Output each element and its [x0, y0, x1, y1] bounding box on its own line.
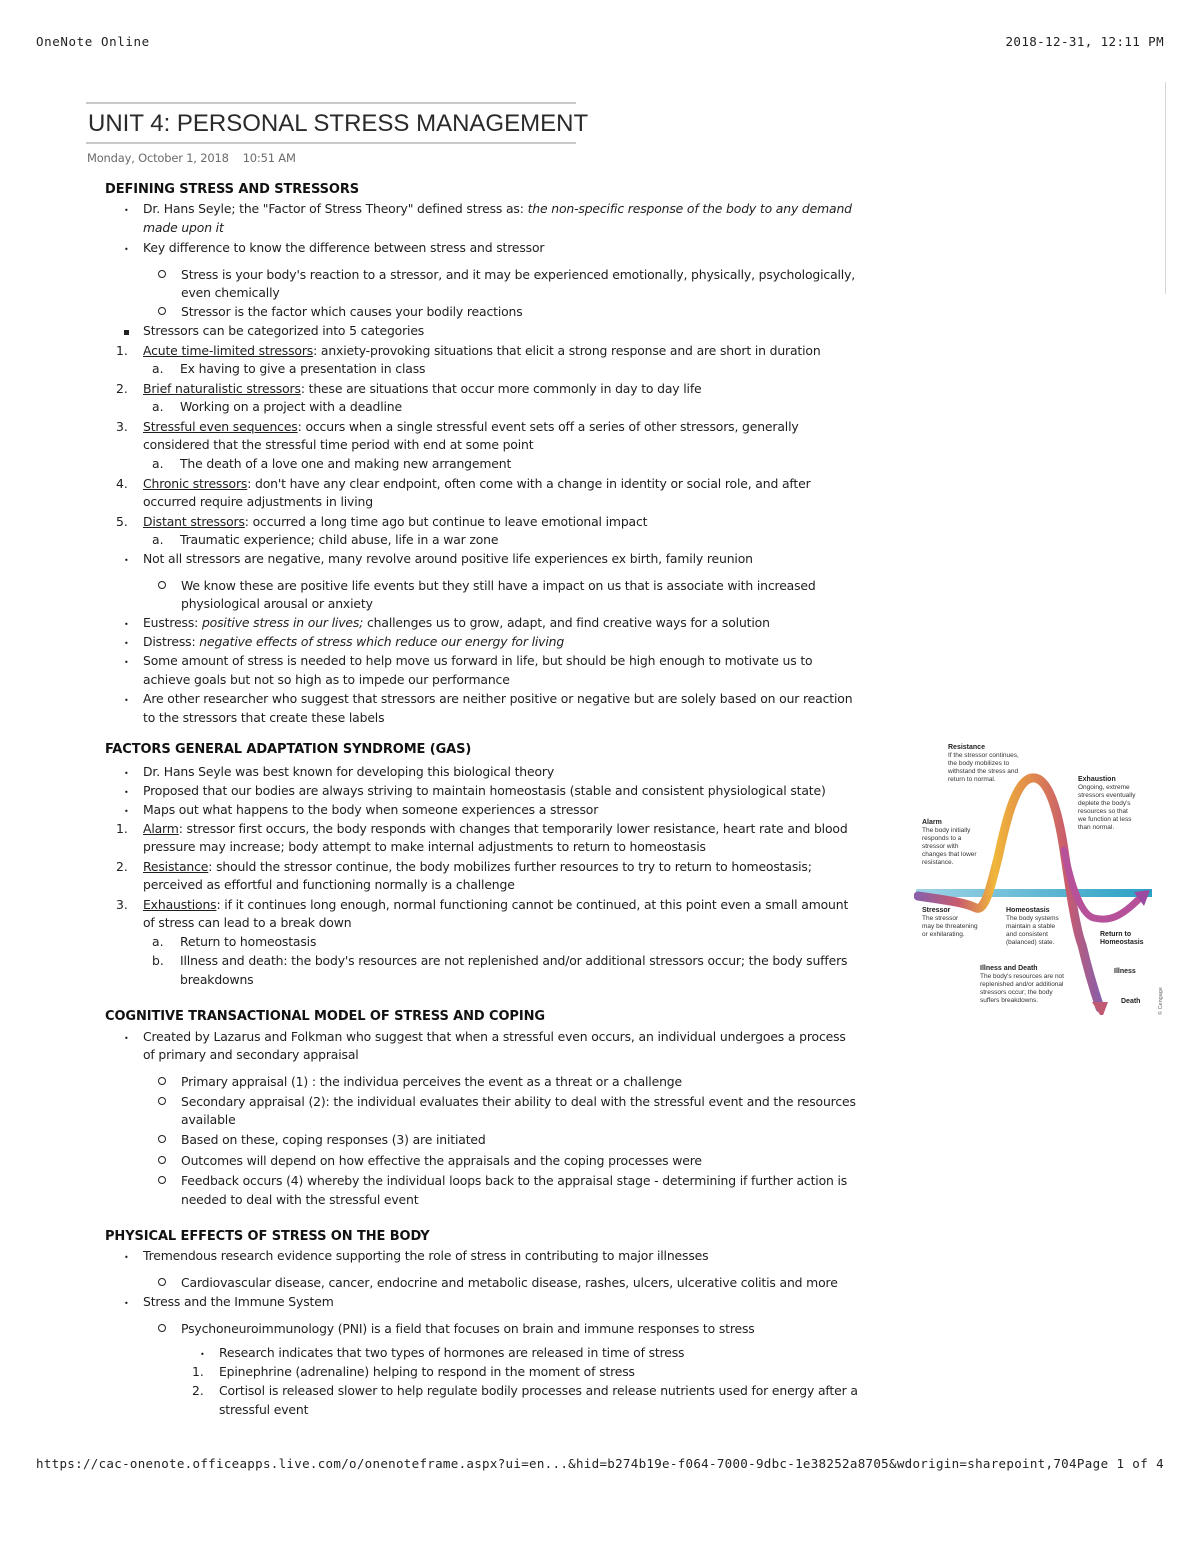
bullet-icon: • [124, 769, 129, 778]
list-item: Cortisol is released slower to help regulate bodily processes and release nutrients used for energy after a [219, 1383, 858, 1398]
list-item-cont: to the stressors that create these labels [143, 710, 385, 725]
list-item: Created by Lazarus and Folkman who suggest that when a stressful even occurs, an individual undergoes a process [143, 1029, 846, 1044]
list-letter: a. [152, 399, 164, 414]
list-number: 2. [192, 1383, 204, 1398]
list-item: Some amount of stress is needed to help move us forward in life, but should be high enough to motivate us to [143, 653, 813, 668]
text-homeostasis-1: The body systems [1006, 915, 1059, 922]
list-number: 2. [116, 859, 128, 874]
list-number: 4. [116, 476, 128, 491]
circle-bullet-icon [158, 302, 166, 320]
page-title: UNIT 4: PERSONAL STRESS MANAGEMENT [88, 110, 589, 137]
text-homeostasis-4: (balanced) state. [1006, 939, 1055, 946]
list-item-cont: available [181, 1112, 236, 1127]
list-item: Are other researcher who suggest that stressors are neither positive or negative but are solely based on our reaction [143, 691, 853, 706]
label-illness: Illness [1114, 968, 1136, 975]
circle-bullet-icon [158, 1072, 166, 1090]
list-item: Epinephrine (adrenaline) helping to respond in the moment of stress [219, 1364, 635, 1379]
footer-url[interactable]: https://cac-onenote.officeapps.live.com/o/onenoteframe.aspx?ui=en...&hid=b274b19e-f064-7000-9dbc-1e38252a8705&wdorigin=sharepoint,704 [36, 1456, 1077, 1471]
list-item: Chronic stressors: don't have any clear endpoint, often come with a change in identity or social role, and after [143, 476, 811, 491]
page-dateline [87, 151, 296, 165]
text-exhaustion-5: we function at less [1078, 816, 1132, 823]
list-item: Based on these, coping responses (3) are initiated [181, 1132, 486, 1147]
circle-bullet-icon [158, 576, 166, 594]
bullet-icon: • [124, 1034, 129, 1043]
section-heading: DEFINING STRESS AND STRESSORS [105, 182, 360, 197]
list-item: Acute time-limited stressors: anxiety-provoking situations that elicit a strong response and are short in duration [143, 343, 821, 358]
page-title-box [86, 102, 589, 144]
list-item-cont: needed to deal with the stressful event [181, 1192, 419, 1207]
label-homeostasis: Homeostasis [1006, 907, 1050, 914]
list-item: Stressful even sequences: occurs when a single stressful event sets off a series of other stressors, generally [143, 419, 799, 434]
bullet-icon: • [124, 639, 129, 648]
label-death: Death [1121, 998, 1141, 1005]
list-item: Outcomes will depend on how effective the appraisals and the coping processes were [181, 1153, 702, 1168]
square-bullet-icon [124, 322, 129, 340]
text-illness-death-2: replenished and/or additional [980, 981, 1064, 988]
page-time: 10:51 AM [242, 151, 296, 165]
list-number: 5. [116, 514, 128, 529]
list-item-cont: breakdowns [180, 972, 254, 987]
text-alarm-4: changes that lower [922, 851, 977, 858]
circle-bullet-icon [158, 1092, 166, 1110]
text-resistance-3: withstand the stress and [948, 768, 1019, 775]
list-item: Alarm: stressor first occurs, the body responds with changes that temporarily lower resistance, heart rate and blood [143, 821, 848, 836]
label-resistance: Resistance [948, 744, 985, 751]
label-stressor: Stressor [922, 907, 951, 914]
list-letter: a. [152, 456, 164, 471]
section-heading: PHYSICAL EFFECTS OF STRESS ON THE BODY [105, 1229, 430, 1244]
section-heading: COGNITIVE TRANSACTIONAL MODEL OF STRESS AND COPING [105, 1009, 545, 1024]
list-item: Traumatic experience; child abuse, life in a war zone [180, 532, 499, 547]
footer-page-number: Page 1 of 4 [1076, 1456, 1164, 1471]
bullet-icon: • [124, 696, 129, 705]
list-item: Not all stressors are negative, many revolve around positive life experiences ex birth, family reunion [143, 551, 753, 566]
list-item-cont: occurred require adjustments in living [143, 494, 373, 509]
label-return-2: Homeostasis [1100, 939, 1144, 946]
list-item-cont: of primary and secondary appraisal [143, 1047, 359, 1062]
list-number: 1. [116, 343, 128, 358]
list-number: 2. [116, 381, 128, 396]
text-resistance-4: return to normal. [948, 776, 996, 783]
list-item: Proposed that our bodies are always striving to maintain homeostasis (stable and consistent physiological state) [143, 783, 826, 798]
list-item-cont: of stress can lead to a break down [143, 915, 352, 930]
text-alarm-2: responds to a [922, 835, 962, 842]
list-item: Cardiovascular disease, cancer, endocrine and metabolic disease, rashes, ulcers, ulcerative colitis and more [181, 1275, 838, 1290]
list-item: Research indicates that two types of hormones are released in time of stress [219, 1345, 685, 1360]
list-item-cont: considered that the stressful time period with end at some point [143, 437, 534, 452]
list-item-cont: made upon it [143, 220, 224, 235]
list-item: Psychoneuroimmunology (PNI) is a field that focuses on brain and immune responses to stress [181, 1321, 755, 1336]
list-item: Maps out what happens to the body when someone experiences a stressor [143, 802, 599, 817]
label-alarm: Alarm [922, 819, 942, 826]
text-homeostasis-2: maintain a stable [1006, 923, 1056, 930]
circle-bullet-icon [158, 265, 166, 283]
text-stressor-1: The stressor [922, 915, 959, 922]
list-item: Return to homeostasis [180, 934, 317, 949]
list-item: Dr. Hans Seyle; the "Factor of Stress Theory" defined stress as: the non-specific response of the body to any demand [143, 201, 852, 216]
list-item: Resistance: should the stressor continue, the body mobilizes further resources to try to return to homeostasis; [143, 859, 812, 874]
list-number: 3. [116, 897, 128, 912]
text-stressor-2: may be threatening [922, 923, 978, 930]
label-exhaustion: Exhaustion [1078, 776, 1116, 783]
list-item: Distant stressors: occurred a long time ago but continue to leave emotional impact [143, 514, 648, 529]
text-illness-death-3: stressors occur; the body [980, 989, 1053, 996]
copyright-text: © Cengage [1158, 987, 1164, 1015]
list-number: 1. [192, 1364, 204, 1379]
text-illness-death-1: The body's resources are not [980, 973, 1064, 980]
app-name: OneNote Online [36, 34, 150, 49]
gas-diagram [914, 740, 1166, 1015]
text-exhaustion-1: Ongoing, extreme [1078, 784, 1130, 791]
list-item: Ex having to give a presentation in class [180, 361, 426, 376]
text-resistance-2: the body mobilizes to [948, 760, 1010, 767]
list-item: Brief naturalistic stressors: these are situations that occur more commonly in day to day life [143, 381, 702, 396]
list-number: 3. [116, 419, 128, 434]
circle-bullet-icon [158, 1273, 166, 1291]
list-letter: a. [152, 361, 164, 376]
circle-bullet-icon [158, 1319, 166, 1337]
list-item: Feedback occurs (4) whereby the individual loops back to the appraisal stage - determining if further action is [181, 1173, 848, 1188]
list-item: The death of a love one and making new arrangement [180, 456, 512, 471]
list-item-cont: achieve goals but not so high as to impede our performance [143, 672, 510, 687]
text-alarm-1: The body initially [922, 827, 971, 834]
circle-bullet-icon [158, 1151, 166, 1169]
bullet-icon: • [124, 620, 129, 629]
list-item: We know these are positive life events but they still have a impact on us that is associate with increased [181, 578, 816, 593]
list-item-cont: physiological arousal or anxiety [181, 596, 373, 611]
bullet-icon: • [200, 1350, 205, 1359]
list-item-cont: pressure may increase; body attempt to make internal adjustments to return to homeostasis [143, 839, 706, 854]
list-item: Distress: negative effects of stress which reduce our energy for living [143, 634, 565, 649]
list-item-cont: perceived as effortful and functioning normally is a challenge [143, 877, 515, 892]
bullet-icon: • [124, 1299, 129, 1308]
list-item-cont: even chemically [181, 285, 280, 300]
text-alarm-3: stressor with [922, 843, 959, 850]
list-item: Working on a project with a deadline [180, 399, 402, 414]
list-item: Stressor is the factor which causes your bodily reactions [181, 304, 523, 319]
bullet-icon: • [124, 245, 129, 254]
circle-bullet-icon [158, 1130, 166, 1148]
label-illness-death: Illness and Death [980, 965, 1038, 972]
death-arrowhead [1092, 1002, 1108, 1015]
list-item: Dr. Hans Seyle was best known for developing this biological theory [143, 764, 555, 779]
list-item: Primary appraisal (1) : the individua perceives the event as a threat or a challenge [181, 1074, 682, 1089]
bullet-icon: • [124, 1253, 129, 1262]
homeostasis-band [916, 889, 1152, 897]
text-exhaustion-6: than normal. [1078, 824, 1115, 831]
bullet-icon: • [124, 556, 129, 565]
list-item-cont: stressful event [219, 1402, 309, 1417]
label-return-1: Return to [1100, 931, 1132, 938]
list-letter: a. [152, 532, 164, 547]
circle-bullet-icon [158, 1171, 166, 1189]
list-item: Secondary appraisal (2): the individual evaluates their ability to deal with the stressful event and the resources [181, 1094, 856, 1109]
list-item: Stressors can be categorized into 5 categories [143, 323, 425, 338]
list-item: Eustress: positive stress in our lives; challenges us to grow, adapt, and find creative ways for a solution [143, 615, 770, 630]
list-number: 1. [116, 821, 128, 836]
list-item: Stress and the Immune System [143, 1294, 334, 1309]
bullet-icon: • [124, 658, 129, 667]
text-exhaustion-4: resources so that [1078, 808, 1128, 815]
text-exhaustion-2: stressors eventually [1078, 792, 1136, 799]
bullet-icon: • [124, 206, 129, 215]
text-stressor-3: or exhilarating. [922, 931, 965, 938]
text-illness-death-4: suffers breakdowns. [980, 997, 1039, 1004]
list-letter: a. [152, 934, 164, 949]
text-homeostasis-3: and consistent [1006, 931, 1048, 938]
list-item: Exhaustions: if it continues long enough, normal functioning cannot be continued, at this point even a small amount [143, 897, 849, 912]
list-item: Tremendous research evidence supporting the role of stress in contributing to major illnesses [143, 1248, 709, 1263]
list-letter: b. [152, 953, 164, 968]
page-date: Monday, October 1, 2018 [87, 151, 229, 165]
text-alarm-5: resistance. [922, 859, 954, 866]
list-item: Stress is your body's reaction to a stressor, and it may be experienced emotionally, physically, psychologically, [181, 267, 856, 282]
list-item: Key difference to know the difference between stress and stressor [143, 240, 545, 255]
list-item: Illness and death: the body's resources are not replenished and/or additional stressors occur; the body suffers [180, 953, 848, 968]
print-datetime: 2018-12-31, 12:11 PM [1005, 34, 1164, 49]
bullet-icon: • [124, 788, 129, 797]
text-resistance-1: If the stressor continues, [948, 752, 1019, 759]
text-exhaustion-3: deplete the body's [1078, 800, 1131, 807]
page-scroll-divider [1165, 82, 1166, 294]
bullet-icon: • [124, 807, 129, 816]
section-heading: FACTORS GENERAL ADAPTATION SYNDROME (GAS) [105, 742, 472, 757]
